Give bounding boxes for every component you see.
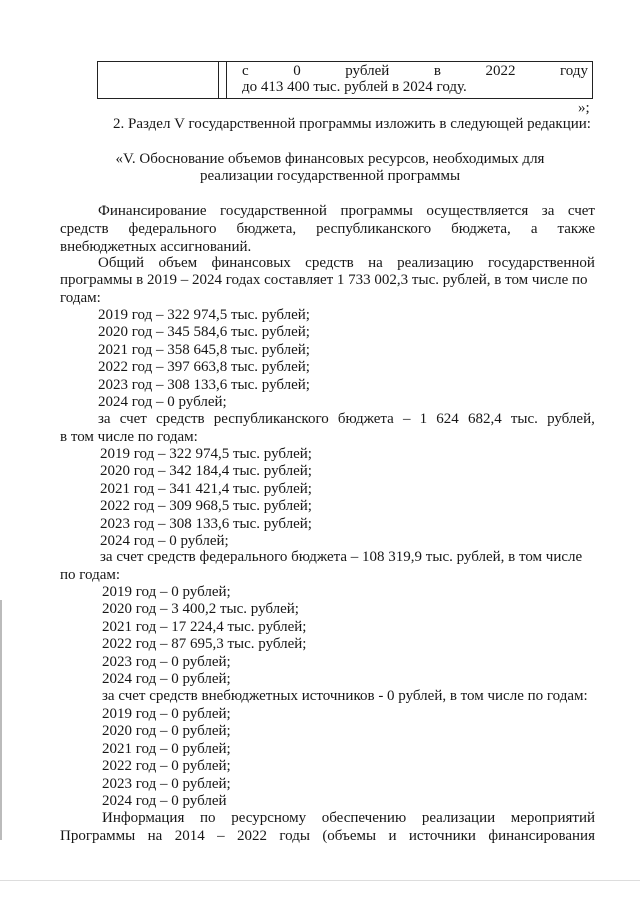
paragraph-line [102, 810, 595, 827]
word: тыс. [510, 411, 538, 427]
paragraph-line [98, 411, 595, 428]
word: средств [60, 221, 109, 237]
word: с [242, 63, 249, 79]
word: (объемы [322, 828, 377, 844]
word: счет [567, 203, 595, 219]
word: на [147, 828, 163, 844]
year-amount-line: 2023 год – 308 133,6 тыс. рублей; [100, 515, 312, 532]
paragraph-line: по годам: [60, 567, 121, 583]
word: по [200, 810, 216, 826]
year-amount-line: 2022 год – 397 663,8 тыс. рублей; [98, 359, 310, 376]
year-amount-line: 2019 год – 322 974,5 тыс. рублей; [98, 307, 310, 323]
scan-edge-mark [0, 880, 640, 881]
closing-quote-mark: »; [578, 100, 590, 116]
paragraph-line: за счет средств внебюджетных источников - 0 рублей, в том числе по годам: [102, 688, 588, 704]
word: – [217, 828, 225, 844]
word: 1 [419, 411, 428, 427]
table-cell-line: до 413 400 тыс. рублей в 2024 году. [242, 79, 467, 95]
word: на [368, 255, 383, 271]
word: рублей, [547, 411, 595, 427]
year-amount-line: 2021 год – 358 645,8 тыс. рублей; [98, 341, 310, 358]
year-amount-line: 2024 год – 0 рублей [102, 793, 227, 809]
word: 0 [293, 63, 301, 79]
word: государственной [488, 255, 595, 271]
year-amount-line: 2021 год – 341 421,4 тыс. рублей; [100, 480, 312, 497]
word: за [541, 203, 555, 219]
word: 624 [436, 411, 459, 427]
word: годы [279, 828, 310, 844]
year-amount-line: 2023 год – 0 рублей; [102, 653, 231, 670]
word: году [559, 63, 588, 79]
section-intro: 2. Раздел V государственной программы изложить в следующей редакции: [113, 116, 591, 132]
paragraph-line [60, 828, 595, 845]
word: Общий [98, 255, 145, 271]
word: средств [305, 255, 354, 271]
word: также [557, 221, 595, 237]
paragraph-line: программы в 2019 – 2024 годах составляет 1 733 002,3 тыс. рублей, в том числе по [60, 272, 588, 288]
word: 2022 [485, 63, 516, 79]
word: бюджета [337, 411, 394, 427]
word: средств [156, 411, 205, 427]
year-amount-line: 2020 год – 0 рублей; [102, 723, 231, 740]
word: счет [119, 411, 147, 427]
paragraph-line [98, 255, 595, 272]
table-cell-line [242, 63, 588, 79]
year-amount-line: 2019 год – 0 рублей; [102, 584, 231, 600]
word: государственной [220, 203, 327, 219]
word: обеспечению [321, 810, 407, 826]
word: мероприятий [510, 810, 595, 826]
word: а [530, 221, 538, 237]
year-amount-line: 2023 год – 0 рублей; [102, 775, 231, 792]
year-amount-line: 2019 год – 322 974,5 тыс. рублей; [100, 446, 312, 462]
word: федерального [128, 221, 217, 237]
year-amount-line: 2021 год – 17 224,4 тыс. рублей; [102, 618, 307, 635]
year-amount-line: 2021 год – 0 рублей; [102, 740, 231, 757]
scan-edge-mark [0, 600, 2, 840]
word: за [98, 411, 111, 427]
word: бюджета, [451, 221, 511, 237]
word: реализацию [397, 255, 474, 271]
word: Информация [102, 810, 185, 826]
word: объем [158, 255, 198, 271]
word: осуществляется [426, 203, 529, 219]
year-amount-line: 2020 год – 342 184,4 тыс. рублей; [100, 463, 312, 480]
word: ресурсному [231, 810, 307, 826]
year-amount-line: 2024 год – 0 рублей; [102, 671, 231, 687]
section-heading-line2: реализации государственной программы [199, 168, 461, 184]
word: финансирования [488, 828, 595, 844]
word: и [388, 828, 397, 844]
table-column-divider [218, 62, 219, 98]
year-amount-line: 2024 год – 0 рублей; [98, 394, 227, 410]
word: рублей [345, 63, 390, 79]
paragraph-line: в том числе по годам: [60, 429, 198, 445]
word: – [402, 411, 411, 427]
paragraph-line: внебюджетных ассигнований. [60, 239, 252, 255]
table-cell-text [242, 63, 588, 95]
paragraph-line: годам: [60, 290, 101, 306]
word: 682,4 [467, 411, 502, 427]
year-amount-line: 2020 год – 3 400,2 тыс. рублей; [102, 601, 299, 618]
paragraph-line [60, 221, 595, 238]
budget-table-fragment [97, 61, 593, 99]
year-amount-line: 2019 год – 0 рублей; [102, 706, 231, 722]
table-column-divider [226, 62, 227, 98]
paragraph-line: за счет средств федерального бюджета – 108 319,9 тыс. рублей, в том числе [100, 549, 583, 565]
word: Программы [60, 828, 136, 844]
section-heading-line1: «V. Обоснование объемов финансовых ресурсов, необходимых для [115, 151, 545, 167]
word: республиканского [213, 411, 329, 427]
word: Финансирование [98, 203, 207, 219]
word: в [433, 63, 441, 79]
year-amount-line: 2020 год – 345 584,6 тыс. рублей; [98, 324, 310, 341]
word: источники [408, 828, 476, 844]
paragraph-line [98, 203, 595, 220]
word: бюджета, [236, 221, 297, 237]
word: 2014 [174, 828, 205, 844]
word: финансовых [211, 255, 291, 271]
year-amount-line: 2022 год – 0 рублей; [102, 758, 231, 775]
word: республиканского [316, 221, 432, 237]
year-amount-line: 2022 год – 309 968,5 тыс. рублей; [100, 498, 312, 515]
year-amount-line: 2024 год – 0 рублей; [100, 533, 229, 549]
word: 2022 [236, 828, 267, 844]
year-amount-line: 2023 год – 308 133,6 тыс. рублей; [98, 376, 310, 393]
word: программы [340, 203, 413, 219]
year-amount-line: 2022 год – 87 695,3 тыс. рублей; [102, 636, 307, 653]
word: реализации [421, 810, 496, 826]
